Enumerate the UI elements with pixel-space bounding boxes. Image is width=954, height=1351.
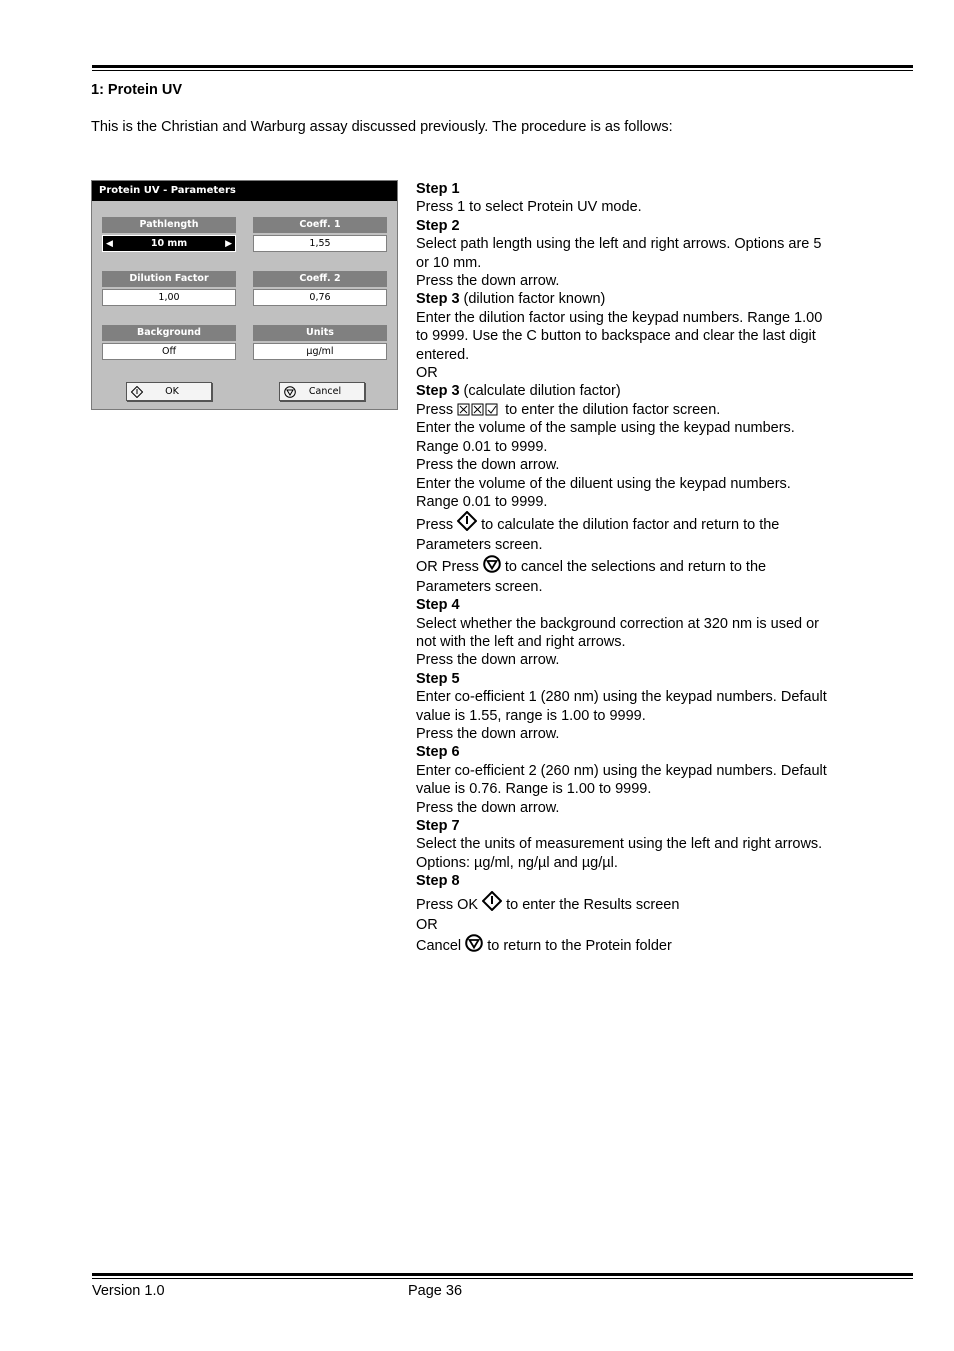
step-text: value is 1.55, range is 1.00 to 9999. xyxy=(416,707,646,724)
step-subtitle: (dilution factor known) xyxy=(459,291,606,308)
ok-diamond-icon xyxy=(482,891,502,911)
step-title: Step 2 xyxy=(416,217,460,234)
pathlength-value[interactable]: ◀ 10 mm ▶ xyxy=(102,235,236,252)
section-heading: 1: Protein UV xyxy=(91,82,183,98)
step-text: Press the down arrow. xyxy=(416,799,560,816)
step-text: to 9999. Use the C button to backspace and clear the last digit xyxy=(416,328,816,345)
step-text: Press to calculate the dilution factor and return to the xyxy=(416,511,886,536)
procedure-steps xyxy=(416,180,886,957)
step-text: Range 0.01 to 9999. xyxy=(416,493,548,510)
step-text: Enter the volume of the diluent using the keypad numbers. xyxy=(416,475,791,492)
step-text: Select whether the background correction at 320 nm is used or xyxy=(416,615,820,632)
footer-page-number: Page 36 xyxy=(408,1283,463,1299)
units-value[interactable]: µg/ml xyxy=(253,343,387,360)
step-text: Select the units of measurement using the left and right arrows. xyxy=(416,836,823,853)
step-text: OR xyxy=(416,916,438,933)
parameters-dialog xyxy=(91,180,398,410)
step-text: Range 0.01 to 9999. xyxy=(416,438,548,455)
step-text: Press 1 to select Protein UV mode. xyxy=(416,199,642,216)
dialog-title: Protein UV - Parameters xyxy=(92,181,397,201)
step-title: Step 1 xyxy=(416,181,460,197)
step-text: or 10 mm. xyxy=(416,254,482,271)
step-text: Options: µg/ml, ng/µl and µg/µl. xyxy=(416,854,618,871)
background-value[interactable]: Off xyxy=(102,343,236,360)
step-text: Press the down arrow. xyxy=(416,725,560,742)
step-text: value is 0.76. Range is 1.00 to 9999. xyxy=(416,781,652,798)
cancel-circle-icon xyxy=(483,555,501,573)
step-text: Press the down arrow. xyxy=(416,457,560,474)
units-label: Units xyxy=(253,325,387,341)
step-title-line xyxy=(416,290,886,308)
step-text: Press the down arrow. xyxy=(416,273,560,290)
pathlength-field[interactable] xyxy=(102,217,236,252)
step-title: Step 3 xyxy=(416,383,460,400)
coeff2-label: Coeff. 2 xyxy=(253,271,387,287)
intro-text: This is the Christian and Warburg assay discussed previously. The procedure is as follows: xyxy=(91,119,673,135)
step-text: Parameters screen. xyxy=(416,537,543,554)
coeff2-field[interactable] xyxy=(253,271,387,306)
coeff1-field[interactable] xyxy=(253,217,387,252)
background-field[interactable] xyxy=(102,325,236,360)
step-text: Press the down arrow. xyxy=(416,652,560,669)
step-text: Enter co-efficient 2 (260 nm) using the keypad numbers. Default xyxy=(416,762,827,779)
cancel-circle-icon xyxy=(284,386,296,398)
step-title-line xyxy=(416,382,886,400)
step-text: Enter co-efficient 1 (280 nm) using the keypad numbers. Default xyxy=(416,689,827,706)
bottom-rule xyxy=(92,1273,913,1279)
step-text: OR xyxy=(416,365,438,382)
dilution-factor-value[interactable]: 1,00 xyxy=(102,289,236,306)
step-title: Step 4 xyxy=(416,597,460,614)
cancel-button[interactable]: Cancel xyxy=(279,382,365,401)
right-arrow-icon: ▶ xyxy=(225,239,232,249)
keypad-keys-icon xyxy=(457,403,501,416)
step-text: not with the left and right arrows. xyxy=(416,633,626,650)
cancel-circle-icon xyxy=(465,934,483,952)
step-text: Enter the dilution factor using the keypad numbers. Range 1.00 xyxy=(416,309,823,326)
top-rule xyxy=(92,65,913,71)
left-arrow-icon: ◀ xyxy=(106,239,113,249)
step-title: Step 8 xyxy=(416,873,460,890)
coeff1-label: Coeff. 1 xyxy=(253,217,387,233)
dilution-factor-field[interactable] xyxy=(102,271,236,306)
step-subtitle: (calculate dilution factor) xyxy=(459,383,621,400)
step-title: Step 5 xyxy=(416,670,460,687)
step-text: OR Press to cancel the selections and return to the xyxy=(416,555,886,578)
step-text: Parameters screen. xyxy=(416,578,543,595)
units-field[interactable] xyxy=(253,325,387,360)
step-text: Cancel to return to the Protein folder xyxy=(416,934,886,957)
coeff2-value[interactable]: 0,76 xyxy=(253,289,387,306)
coeff1-value[interactable]: 1,55 xyxy=(253,235,387,252)
footer-version: Version 1.0 xyxy=(92,1283,165,1299)
step-text: Press to enter the dilution factor screen. xyxy=(416,401,721,418)
dilution-factor-label: Dilution Factor xyxy=(102,271,236,287)
step-title: Step 6 xyxy=(416,744,460,761)
ok-diamond-icon xyxy=(131,386,143,398)
background-label: Background xyxy=(102,325,236,341)
step-text: Press OK to enter the Results screen xyxy=(416,891,886,916)
step-title: Step 3 xyxy=(416,291,460,308)
ok-diamond-icon xyxy=(457,511,477,531)
step-text: Select path length using the left and right arrows. Options are 5 xyxy=(416,236,822,253)
step-text: Enter the volume of the sample using the keypad numbers. xyxy=(416,420,795,437)
ok-button[interactable]: OK xyxy=(126,382,212,401)
step-title: Step 7 xyxy=(416,818,460,834)
step-text: entered. xyxy=(416,346,470,363)
pathlength-label: Pathlength xyxy=(102,217,236,233)
